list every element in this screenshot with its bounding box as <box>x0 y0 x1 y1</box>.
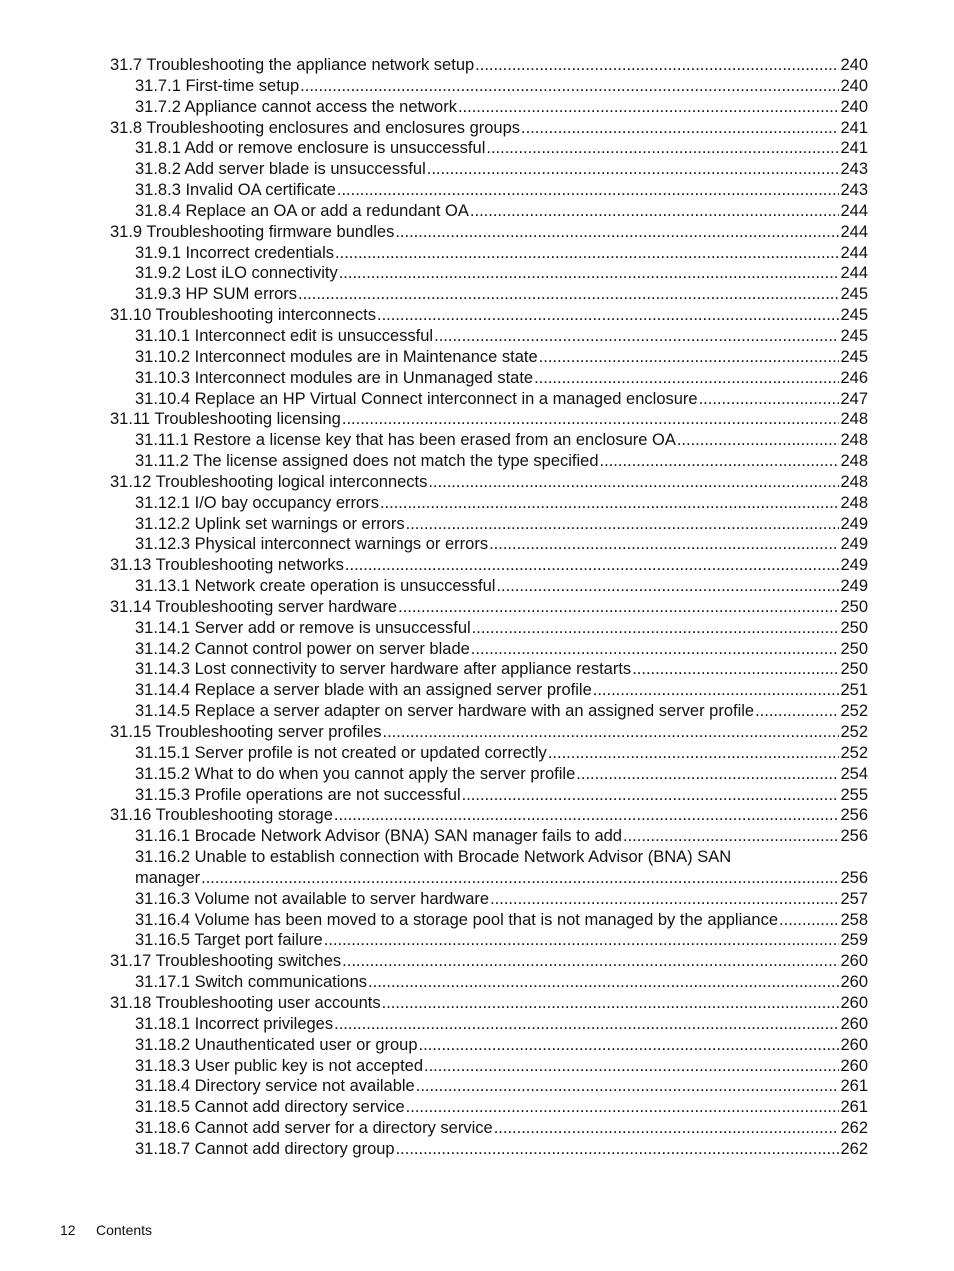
toc-entry-page-number: 250 <box>840 639 868 658</box>
toc-dot-leader <box>593 680 840 701</box>
toc-entry-title: 31.13.1 Network create operation is unsuccessful <box>135 577 496 596</box>
toc-entry-title: 31.18.1 Incorrect privileges <box>135 1014 334 1033</box>
toc-dot-leader <box>300 76 839 97</box>
toc-entry[interactable] <box>110 910 868 931</box>
toc-dot-leader <box>419 1035 840 1056</box>
toc-dot-leader <box>298 284 839 305</box>
toc-entry[interactable] <box>110 597 868 618</box>
toc-entry[interactable] <box>110 514 868 535</box>
toc-entry[interactable] <box>110 430 868 451</box>
toc-entry-title: 31.16.4 Volume has been moved to a storage pool that is not managed by the appliance <box>135 910 779 929</box>
toc-entry-title: 31.11 Troubleshooting licensing <box>110 410 341 429</box>
toc-entry[interactable] <box>110 493 868 514</box>
toc-dot-leader <box>600 451 840 472</box>
toc-dot-leader <box>548 743 840 764</box>
toc-entry-page-number: 249 <box>840 514 868 533</box>
toc-entry-page-number: 260 <box>840 973 868 992</box>
toc-entry-title: 31.15.1 Server profile is not created or updated correctly <box>135 743 547 762</box>
toc-entry[interactable] <box>110 138 868 159</box>
toc-entry-title: 31.16.2 Unable to establish connection with Brocade Network Advisor (BNA) SAN <box>135 848 732 867</box>
toc-dot-leader <box>398 597 839 618</box>
toc-dot-leader <box>427 159 840 180</box>
toc-entry[interactable] <box>110 368 868 389</box>
toc-entry-page-number: 260 <box>840 1035 868 1054</box>
toc-entry[interactable] <box>110 118 868 139</box>
toc-dot-leader <box>699 389 840 410</box>
toc-dot-leader <box>396 1139 840 1160</box>
toc-dot-leader <box>406 514 840 535</box>
toc-entry-title: 31.7 Troubleshooting the appliance network setup <box>110 56 475 74</box>
toc-dot-leader <box>334 1014 839 1035</box>
toc-entry-page-number: 248 <box>840 452 868 471</box>
toc-dot-leader <box>416 1076 840 1097</box>
toc-entry[interactable] <box>110 993 868 1014</box>
toc-entry-title: 31.12.2 Uplink set warnings or errors <box>135 514 405 533</box>
toc-entry-page-number: 256 <box>840 806 868 825</box>
toc-entry-page-number: 240 <box>840 76 868 95</box>
toc-dot-leader <box>335 243 839 264</box>
toc-entry-page-number: 257 <box>840 889 868 908</box>
toc-dot-leader <box>475 55 839 76</box>
toc-entry[interactable] <box>110 534 868 555</box>
toc-entry-page-number: 256 <box>840 868 868 887</box>
toc-entry[interactable] <box>110 305 868 326</box>
toc-dot-leader <box>368 972 839 993</box>
toc-dot-leader <box>489 534 839 555</box>
toc-entry[interactable] <box>110 785 868 806</box>
toc-dot-leader <box>471 639 840 660</box>
toc-dot-leader <box>494 1118 840 1139</box>
toc-dot-leader <box>377 305 839 326</box>
toc-entry[interactable] <box>110 618 868 639</box>
toc-entry-title: 31.14 Troubleshooting server hardware <box>110 597 398 616</box>
toc-entry-page-number: 244 <box>840 243 868 262</box>
toc-dot-leader <box>434 326 839 347</box>
toc-dot-leader <box>534 368 839 389</box>
toc-dot-leader <box>395 222 839 243</box>
toc-entry-title: 31.18.7 Cannot add directory group <box>135 1139 395 1158</box>
toc-entry-page-number: 251 <box>840 681 868 700</box>
toc-entry[interactable] <box>110 180 868 201</box>
toc-entry-title: 31.15.3 Profile operations are not successful <box>135 785 461 804</box>
toc-entry[interactable] <box>110 639 868 660</box>
toc-entry-page-number: 259 <box>840 931 868 950</box>
toc-dot-leader <box>382 993 840 1014</box>
toc-dot-leader <box>342 951 839 972</box>
toc-entry[interactable] <box>110 1076 868 1097</box>
toc-entry-page-number: 243 <box>840 160 868 179</box>
toc-entry[interactable] <box>110 722 868 743</box>
toc-entry-title: 31.16.1 Brocade Network Advisor (BNA) SAN manager fails to add <box>135 827 622 846</box>
toc-entry[interactable] <box>110 972 868 993</box>
toc-entry[interactable] <box>110 826 868 847</box>
toc-entry-page-number: 244 <box>840 264 868 283</box>
toc-entry-page-number: 260 <box>840 993 868 1012</box>
toc-entry[interactable] <box>110 1097 868 1118</box>
toc-entry[interactable] <box>110 930 868 951</box>
toc-entry[interactable] <box>110 764 868 785</box>
toc-entry-title: 31.9.1 Incorrect credentials <box>135 243 335 262</box>
toc-entry-title: 31.14.1 Server add or remove is unsuccessful <box>135 618 471 637</box>
toc-entry[interactable] <box>110 805 868 826</box>
toc-entry[interactable] <box>110 847 868 889</box>
toc-entry-title: 31.14.4 Replace a server blade with an assigned server profile <box>135 681 592 700</box>
toc-entry-page-number: 262 <box>840 1119 868 1138</box>
toc-entry-title: 31.10.2 Interconnect modules are in Maintenance state <box>135 347 538 366</box>
toc-entry-page-number: 241 <box>840 139 868 158</box>
toc-entry-page-number: 250 <box>840 618 868 637</box>
toc-entry-page-number: 246 <box>840 368 868 387</box>
toc-entry-page-number: 258 <box>840 910 868 929</box>
toc-entry-page-number: 248 <box>840 410 868 429</box>
toc-entry-title: 31.10.4 Replace an HP Virtual Connect interconnect in a managed enclosure <box>135 389 698 408</box>
footer-section-label: Contents <box>96 1222 153 1238</box>
toc-dot-leader <box>521 118 839 139</box>
toc-dot-leader <box>539 347 840 368</box>
toc-entry-title: 31.16 Troubleshooting storage <box>110 806 333 825</box>
toc-entry-title: 31.18.5 Cannot add directory service <box>135 1098 405 1117</box>
toc-entry-title: 31.18 Troubleshooting user accounts <box>110 993 381 1012</box>
toc-entry-page-number: 249 <box>840 535 868 554</box>
toc-entry-page-number: 247 <box>840 389 868 408</box>
toc-dot-leader <box>380 493 840 514</box>
toc-entry-page-number: 241 <box>840 118 868 137</box>
toc-entry-title: 31.14.2 Cannot control power on server blade <box>135 639 470 658</box>
toc-entry[interactable] <box>110 576 868 597</box>
toc-entry-page-number: 240 <box>840 56 868 74</box>
toc-entry-page-number: 256 <box>840 827 868 846</box>
toc-entry-page-number: 252 <box>840 723 868 741</box>
toc-entry[interactable] <box>110 201 868 222</box>
toc-entry[interactable] <box>110 55 868 76</box>
toc-entry-page-number: 248 <box>840 472 868 491</box>
toc-entry-page-number: 245 <box>840 306 868 325</box>
toc-entry[interactable] <box>110 659 868 680</box>
toc-entry-title: 31.10.1 Interconnect edit is unsuccessful <box>135 326 434 345</box>
toc-entry-title: 31.8.2 Add server blade is unsuccessful <box>135 160 426 179</box>
toc-entry-title: 31.17.1 Switch communications <box>135 973 368 992</box>
toc-dot-leader <box>779 910 839 931</box>
toc-dot-leader <box>337 180 840 201</box>
toc-entry-title: 31.16.5 Target port failure <box>135 931 323 950</box>
toc-entry[interactable] <box>110 263 868 284</box>
toc-entry[interactable] <box>110 284 868 305</box>
toc-entry[interactable] <box>110 243 868 264</box>
toc-entry-page-number: 254 <box>840 764 868 783</box>
toc-dot-leader <box>677 430 840 451</box>
toc-entry[interactable] <box>110 1139 868 1160</box>
toc-entry-title: 31.16.3 Volume not available to server hardware <box>135 889 490 908</box>
table-of-contents <box>110 55 868 1160</box>
toc-entry-title: 31.7.2 Appliance cannot access the network <box>135 97 457 116</box>
toc-entry-title: 31.14.3 Lost connectivity to server hardware after appliance restarts <box>135 660 632 679</box>
toc-dot-leader <box>383 722 840 743</box>
toc-entry-title: 31.8.1 Add or remove enclosure is unsuccessful <box>135 139 486 158</box>
toc-entry[interactable] <box>110 951 868 972</box>
toc-entry-page-number: 255 <box>840 785 868 804</box>
toc-entry-page-number: 244 <box>840 222 868 241</box>
toc-entry-page-number: 245 <box>840 326 868 345</box>
toc-dot-leader <box>458 97 840 118</box>
toc-entry-title: 31.18.3 User public key is not accepted <box>135 1056 424 1075</box>
toc-entry-page-number: 252 <box>840 702 868 721</box>
toc-entry-page-number: 250 <box>840 597 868 616</box>
toc-dot-leader <box>490 889 839 910</box>
toc-entry[interactable] <box>110 555 868 576</box>
toc-entry-title: 31.18.2 Unauthenticated user or group <box>135 1035 418 1054</box>
toc-entry-page-number: 243 <box>840 181 868 200</box>
toc-dot-leader <box>632 659 839 680</box>
toc-dot-leader <box>406 1097 840 1118</box>
toc-entry-page-number: 260 <box>840 952 868 971</box>
toc-dot-leader <box>472 618 840 639</box>
toc-entry-title: 31.12.1 I/O bay occupancy errors <box>135 493 379 512</box>
toc-dot-leader <box>496 576 839 597</box>
toc-dot-leader <box>623 826 839 847</box>
toc-dot-leader <box>342 409 840 430</box>
toc-entry[interactable] <box>110 1118 868 1139</box>
toc-entry-title: 31.10.3 Interconnect modules are in Unmanaged state <box>135 368 534 387</box>
toc-entry-page-number: 260 <box>840 1056 868 1075</box>
toc-entry-page-number: 245 <box>840 285 868 304</box>
toc-entry-title: 31.18.4 Directory service not available <box>135 1077 415 1096</box>
toc-entry-title: 31.8.4 Replace an OA or add a redundant OA <box>135 201 469 220</box>
toc-entry[interactable] <box>110 472 868 493</box>
toc-dot-leader <box>576 764 839 785</box>
toc-entry-title: 31.9.2 Lost iLO connectivity <box>135 264 338 283</box>
toc-entry[interactable] <box>110 76 868 97</box>
toc-entry-page-number: 249 <box>840 577 868 596</box>
toc-entry-page-number: 240 <box>840 97 868 116</box>
footer-page-number: 12 <box>60 1222 76 1238</box>
toc-dot-leader <box>755 701 839 722</box>
toc-entry[interactable] <box>110 159 868 180</box>
toc-dot-leader <box>462 785 840 806</box>
toc-entry[interactable] <box>110 701 868 722</box>
toc-entry-title: 31.13 Troubleshooting networks <box>110 556 344 575</box>
toc-entry-title: 31.14.5 Replace a server adapter on server hardware with an assigned server profile <box>135 702 755 721</box>
toc-entry-title: 31.9 Troubleshooting firmware bundles <box>110 222 395 241</box>
toc-entry-page-number: 244 <box>840 201 868 220</box>
toc-entry-page-number: 248 <box>840 431 868 450</box>
toc-entry-page-number: 245 <box>840 347 868 366</box>
toc-entry-title: 31.12.3 Physical interconnect warnings or errors <box>135 535 489 554</box>
toc-entry[interactable] <box>110 889 868 910</box>
toc-entry[interactable] <box>110 680 868 701</box>
toc-entry-page-number: 261 <box>840 1098 868 1117</box>
toc-dot-leader <box>486 138 839 159</box>
toc-entry-title: 31.11.2 The license assigned does not match the type specified <box>135 452 599 471</box>
toc-dot-leader <box>470 201 840 222</box>
toc-entry[interactable] <box>110 389 868 410</box>
toc-entry-title: manager <box>135 868 201 887</box>
toc-entry[interactable] <box>110 97 868 118</box>
toc-dot-leader <box>324 930 840 951</box>
toc-entry[interactable] <box>110 1035 868 1056</box>
toc-entry[interactable] <box>110 1056 868 1077</box>
toc-entry-title: 31.15.2 What to do when you cannot apply the server profile <box>135 764 576 783</box>
toc-entry-page-number: 249 <box>840 556 868 575</box>
toc-entry-title: 31.9.3 HP SUM errors <box>135 285 298 304</box>
toc-entry[interactable] <box>110 409 868 430</box>
toc-entry[interactable] <box>110 451 868 472</box>
toc-entry-page-number: 261 <box>840 1077 868 1096</box>
toc-entry-title: 31.8 Troubleshooting enclosures and enclosures groups <box>110 118 521 137</box>
toc-entry-title: 31.11.1 Restore a license key that has been erased from an enclosure OA <box>135 431 676 450</box>
toc-dot-leader <box>345 555 840 576</box>
toc-entry-page-number: 250 <box>840 660 868 679</box>
toc-dot-leader <box>201 868 839 889</box>
toc-entry[interactable] <box>110 222 868 243</box>
toc-entry-title: 31.10 Troubleshooting interconnects <box>110 306 377 325</box>
toc-dot-leader <box>339 263 840 284</box>
toc-entry-page-number: 248 <box>840 493 868 512</box>
toc-dot-leader <box>334 805 840 826</box>
toc-entry-title: 31.18.6 Cannot add server for a directory service <box>135 1119 493 1138</box>
toc-entry-title: 31.15 Troubleshooting server profiles <box>110 723 382 741</box>
toc-entry[interactable] <box>110 1014 868 1035</box>
toc-entry-page-number: 252 <box>840 743 868 762</box>
toc-entry-title: 31.17 Troubleshooting switches <box>110 952 342 971</box>
toc-entry-page-number: 262 <box>840 1139 868 1158</box>
toc-entry-title: 31.12 Troubleshooting logical interconnects <box>110 472 428 491</box>
toc-dot-leader <box>424 1056 839 1077</box>
toc-entry-title: 31.7.1 First-time setup <box>135 76 300 95</box>
toc-entry[interactable] <box>110 743 868 764</box>
toc-dot-leader <box>428 472 839 493</box>
toc-entry-page-number: 260 <box>840 1014 868 1033</box>
toc-entry[interactable] <box>110 347 868 368</box>
toc-entry[interactable] <box>110 326 868 347</box>
page-footer <box>60 1222 152 1238</box>
toc-entry-title: 31.8.3 Invalid OA certificate <box>135 181 336 200</box>
